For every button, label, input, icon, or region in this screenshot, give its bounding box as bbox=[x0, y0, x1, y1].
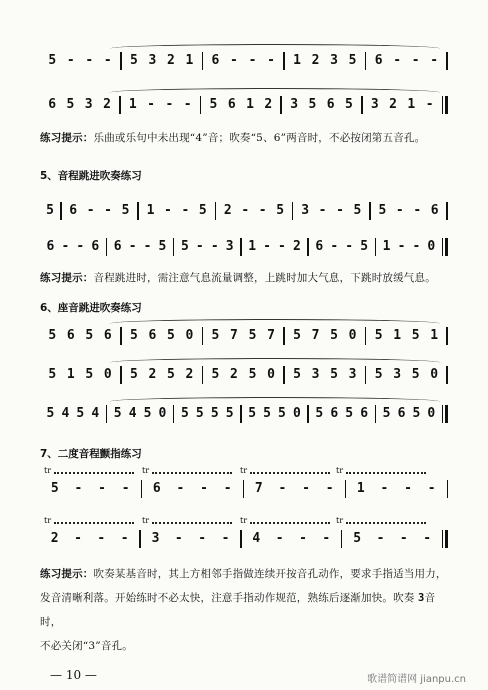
dash: - bbox=[195, 239, 204, 254]
note: 5 bbox=[129, 367, 138, 382]
measure bbox=[107, 405, 173, 423]
dash: - bbox=[278, 481, 287, 496]
measure bbox=[40, 96, 119, 114]
note: 4 bbox=[252, 531, 261, 546]
dash: - bbox=[397, 239, 406, 254]
trill-mark: tr bbox=[336, 516, 344, 525]
tip-text-line2b: 音时， bbox=[40, 592, 436, 628]
note: 5 bbox=[198, 203, 207, 218]
trill-wave bbox=[54, 522, 134, 527]
note: 1 bbox=[407, 97, 416, 112]
note: 2 bbox=[311, 53, 320, 68]
tip-text: 音程跳进时，需注意气息流量调整，上跳时加大气息，下跳时放缓气息。 bbox=[93, 272, 436, 284]
measure bbox=[285, 327, 365, 345]
measure bbox=[363, 96, 442, 114]
note: 6 bbox=[330, 406, 339, 421]
dash: - bbox=[267, 53, 275, 68]
slur bbox=[110, 397, 440, 406]
measure bbox=[376, 405, 442, 423]
practice-tip-1 bbox=[40, 128, 450, 148]
note: 5 bbox=[76, 406, 85, 421]
tip-text-line1: 吹奏某基音时，其上方相邻手指做连续开按音孔动作，要求手指适当用力， bbox=[93, 568, 447, 580]
note: 1 bbox=[248, 239, 257, 254]
page-number: — 10 — bbox=[50, 668, 97, 682]
slur bbox=[110, 319, 440, 328]
dash: - bbox=[181, 203, 190, 218]
trill-wave bbox=[152, 472, 232, 477]
dash: - bbox=[330, 239, 339, 254]
measure bbox=[174, 405, 240, 423]
dash: - bbox=[66, 53, 75, 68]
note: 1 bbox=[393, 328, 402, 343]
measure bbox=[242, 530, 341, 548]
note: 5 bbox=[330, 367, 338, 382]
note: 4 bbox=[61, 406, 70, 421]
dash: - bbox=[183, 97, 192, 112]
note: 5 bbox=[48, 367, 57, 382]
note: 6 bbox=[315, 239, 324, 254]
dash: - bbox=[278, 239, 286, 254]
trill-mark: tr bbox=[240, 466, 248, 475]
note: 2 bbox=[103, 97, 111, 112]
note: 5 bbox=[48, 328, 57, 343]
dash: - bbox=[430, 53, 439, 68]
dash: - bbox=[345, 239, 354, 254]
trill-mark: tr bbox=[142, 516, 150, 525]
note: 5 bbox=[315, 406, 324, 421]
note: 5 bbox=[209, 97, 218, 112]
note: 6 bbox=[66, 328, 75, 343]
note: 6 bbox=[69, 203, 78, 218]
note: 3 bbox=[393, 367, 402, 382]
dash: - bbox=[104, 203, 112, 218]
note: 0 bbox=[430, 367, 439, 382]
note: 5 bbox=[129, 328, 138, 343]
note: 4 bbox=[128, 406, 137, 421]
end-bar bbox=[442, 238, 448, 256]
note: 5 bbox=[66, 97, 75, 112]
notation-line bbox=[40, 366, 448, 384]
note: 5 bbox=[248, 328, 257, 343]
measure bbox=[242, 238, 308, 256]
dash: - bbox=[85, 53, 94, 68]
dash: - bbox=[423, 531, 432, 546]
note: 1 bbox=[246, 97, 254, 112]
measure bbox=[366, 366, 446, 384]
section-heading-5: 5、音程跳进吹奏练习 bbox=[40, 170, 142, 182]
dash: - bbox=[121, 481, 130, 496]
dash: - bbox=[393, 53, 402, 68]
note: 0 bbox=[158, 406, 167, 421]
note: 5 bbox=[180, 239, 189, 254]
notation-line bbox=[40, 52, 448, 70]
dash: - bbox=[143, 239, 152, 254]
note: 5 bbox=[166, 328, 175, 343]
dash: - bbox=[322, 531, 331, 546]
note: 0 bbox=[103, 367, 112, 382]
section-heading-6: 6、座音跳进吹奏练习 bbox=[40, 302, 142, 314]
tip-label: 练习提示： bbox=[40, 132, 94, 144]
note: 6 bbox=[152, 481, 161, 496]
measure bbox=[40, 366, 120, 384]
note: 5 bbox=[348, 53, 357, 68]
measure bbox=[216, 202, 292, 220]
dash: - bbox=[200, 481, 208, 496]
bar-line bbox=[446, 327, 448, 345]
note: 3 bbox=[225, 239, 234, 254]
dash: - bbox=[412, 239, 421, 254]
note: 5 bbox=[378, 203, 387, 218]
note: 5 bbox=[278, 406, 286, 421]
note: 2 bbox=[264, 97, 273, 112]
note: 5 bbox=[121, 203, 130, 218]
note: 5 bbox=[195, 406, 204, 421]
measure bbox=[122, 327, 202, 345]
note: 6 bbox=[374, 53, 383, 68]
measure bbox=[40, 405, 106, 423]
note: 5 bbox=[308, 97, 317, 112]
note: 3 bbox=[290, 97, 299, 112]
notation-line bbox=[40, 327, 448, 345]
note: 2 bbox=[166, 53, 175, 68]
note: 1 bbox=[382, 239, 391, 254]
trill-mark: tr bbox=[44, 466, 52, 475]
note: 0 bbox=[292, 406, 301, 421]
measure bbox=[285, 52, 365, 70]
dash: - bbox=[147, 97, 155, 112]
note: 6 bbox=[148, 328, 157, 343]
practice-tip-3 bbox=[40, 562, 450, 658]
note: 5 bbox=[412, 406, 421, 421]
dash: - bbox=[411, 53, 420, 68]
note: 5 bbox=[248, 406, 257, 421]
note: 5 bbox=[85, 328, 94, 343]
measure bbox=[346, 480, 447, 498]
note: 5 bbox=[46, 406, 55, 421]
measure bbox=[40, 52, 120, 70]
note: 5 bbox=[50, 481, 59, 496]
measure bbox=[139, 202, 215, 220]
bar-line bbox=[446, 202, 448, 220]
note: 5 bbox=[85, 367, 94, 382]
measure bbox=[376, 238, 442, 256]
tip-label: 练习提示： bbox=[40, 568, 94, 580]
note: 5 bbox=[248, 367, 257, 382]
dash: - bbox=[376, 531, 385, 546]
dash: - bbox=[165, 97, 174, 112]
bar-line bbox=[446, 52, 448, 70]
measure bbox=[203, 327, 283, 345]
note: 2 bbox=[185, 367, 194, 382]
measure bbox=[244, 480, 345, 498]
note: 2 bbox=[223, 203, 232, 218]
dash: - bbox=[413, 203, 422, 218]
dash: - bbox=[325, 481, 334, 496]
dash: - bbox=[74, 531, 82, 546]
bar-line bbox=[447, 480, 449, 498]
measure bbox=[174, 238, 240, 256]
dash: - bbox=[380, 481, 389, 496]
watermark: 歌谱简谱网 jianpu.cn bbox=[367, 674, 466, 685]
note: 4 bbox=[91, 406, 100, 421]
measure bbox=[107, 238, 173, 256]
measure bbox=[203, 366, 283, 384]
dash: - bbox=[263, 239, 271, 254]
dash: - bbox=[98, 481, 106, 496]
measure bbox=[309, 238, 375, 256]
dash: - bbox=[103, 53, 112, 68]
note: 0 bbox=[427, 406, 436, 421]
note: 7 bbox=[311, 328, 320, 343]
dash: - bbox=[275, 531, 284, 546]
note: 5 bbox=[276, 203, 285, 218]
note: 3 bbox=[348, 367, 357, 382]
note: 2 bbox=[230, 367, 238, 382]
note: 5 bbox=[330, 328, 338, 343]
note: 5 bbox=[158, 239, 167, 254]
measure bbox=[62, 202, 138, 220]
dash: - bbox=[223, 481, 232, 496]
note: 6 bbox=[211, 53, 220, 68]
note: 6 bbox=[430, 203, 439, 218]
notation-line bbox=[40, 405, 448, 423]
note: 5 bbox=[210, 406, 219, 421]
note: 1 bbox=[128, 97, 137, 112]
section-heading-7: 7、二度音程颤指练习 bbox=[40, 448, 142, 460]
dash: - bbox=[97, 531, 106, 546]
dash: - bbox=[74, 481, 83, 496]
trill-wave bbox=[54, 472, 134, 477]
note: 3 bbox=[311, 367, 320, 382]
note: 1 bbox=[66, 367, 75, 382]
measure bbox=[366, 52, 446, 70]
dash: - bbox=[399, 531, 408, 546]
tip-text-line3: 不必关闭“3”音孔。 bbox=[40, 640, 133, 652]
dash: - bbox=[120, 531, 129, 546]
note: 5 bbox=[211, 328, 220, 343]
dash: - bbox=[61, 239, 70, 254]
note: 6 bbox=[227, 97, 236, 112]
note: 5 bbox=[374, 328, 383, 343]
notation-line bbox=[40, 530, 448, 548]
note: 3 bbox=[301, 203, 310, 218]
dash: - bbox=[241, 203, 250, 218]
dash: - bbox=[425, 97, 434, 112]
note: 5 bbox=[293, 367, 301, 382]
tip-label: 练习提示： bbox=[40, 272, 94, 284]
note: 5 bbox=[46, 203, 54, 218]
notation-line bbox=[40, 480, 448, 498]
measure bbox=[40, 480, 141, 498]
note: 6 bbox=[46, 239, 55, 254]
trill-mark: tr bbox=[240, 516, 248, 525]
note: 6 bbox=[397, 406, 406, 421]
note: 1 bbox=[430, 328, 439, 343]
slur bbox=[110, 88, 440, 97]
note: 3 bbox=[330, 53, 338, 68]
dash: - bbox=[299, 531, 307, 546]
note: 5 bbox=[345, 97, 353, 112]
note: 6 bbox=[48, 97, 57, 112]
note: 5 bbox=[353, 203, 362, 218]
measure bbox=[122, 52, 202, 70]
trill-mark: tr bbox=[44, 516, 52, 525]
measure bbox=[293, 202, 369, 220]
note: 5 bbox=[211, 367, 220, 382]
measure bbox=[285, 366, 365, 384]
note: 5 bbox=[225, 406, 234, 421]
dash: - bbox=[128, 239, 137, 254]
notation-line bbox=[40, 202, 448, 220]
measure bbox=[201, 96, 280, 114]
measure bbox=[40, 530, 139, 548]
note: 3 bbox=[84, 97, 93, 112]
note: 5 bbox=[180, 406, 189, 421]
note: 5 bbox=[382, 406, 391, 421]
measure bbox=[242, 405, 308, 423]
trill-wave bbox=[250, 472, 330, 477]
dash: - bbox=[176, 481, 185, 496]
note: 6 bbox=[326, 97, 335, 112]
note: 0 bbox=[427, 239, 436, 254]
measure bbox=[282, 96, 361, 114]
note: 5 bbox=[263, 406, 271, 421]
note: 1 bbox=[146, 203, 155, 218]
bar-line bbox=[446, 366, 448, 384]
measure bbox=[122, 366, 202, 384]
note: 7 bbox=[267, 328, 275, 343]
measure bbox=[40, 238, 106, 256]
note: 3 bbox=[370, 97, 379, 112]
trill-wave bbox=[346, 472, 426, 477]
measure bbox=[40, 327, 120, 345]
note: 5 bbox=[345, 406, 354, 421]
note: 5 bbox=[113, 406, 122, 421]
dash: - bbox=[221, 531, 230, 546]
note: 5 bbox=[48, 53, 57, 68]
note: 0 bbox=[185, 328, 194, 343]
measure bbox=[40, 202, 60, 220]
notation-line bbox=[40, 96, 448, 114]
dash: - bbox=[210, 239, 219, 254]
note: 2 bbox=[389, 97, 397, 112]
trill-mark: tr bbox=[142, 466, 150, 475]
measure bbox=[342, 530, 441, 548]
end-bar bbox=[442, 96, 448, 114]
slur bbox=[110, 44, 440, 53]
note: 5 bbox=[293, 328, 301, 343]
slur bbox=[110, 358, 440, 367]
dash: - bbox=[302, 481, 310, 496]
trill-wave bbox=[152, 522, 232, 527]
dash: - bbox=[258, 203, 267, 218]
measure bbox=[371, 202, 447, 220]
note: 5 bbox=[374, 367, 383, 382]
note: 1 bbox=[185, 53, 194, 68]
dash: - bbox=[198, 531, 207, 546]
trill-wave bbox=[250, 522, 330, 527]
dash: - bbox=[336, 203, 344, 218]
dash: - bbox=[318, 203, 327, 218]
note: 5 bbox=[129, 53, 138, 68]
note: 6 bbox=[360, 406, 369, 421]
dash: - bbox=[248, 53, 257, 68]
dash: - bbox=[174, 531, 183, 546]
note: 0 bbox=[267, 367, 275, 382]
end-bar bbox=[442, 405, 448, 423]
note: 5 bbox=[360, 239, 369, 254]
end-bar bbox=[442, 530, 448, 548]
dash: - bbox=[230, 53, 238, 68]
trill-wave bbox=[346, 522, 426, 527]
note: 5 bbox=[353, 531, 362, 546]
tip-note: 3 bbox=[418, 592, 425, 604]
note: 6 bbox=[91, 239, 100, 254]
measure bbox=[366, 327, 446, 345]
measure bbox=[203, 52, 283, 70]
note: 0 bbox=[348, 328, 357, 343]
dash: - bbox=[404, 481, 412, 496]
note: 3 bbox=[148, 53, 157, 68]
notation-line bbox=[40, 238, 448, 256]
note: 1 bbox=[356, 481, 365, 496]
note: 1 bbox=[293, 53, 301, 68]
note: 3 bbox=[151, 531, 160, 546]
note: 7 bbox=[254, 481, 263, 496]
note: 6 bbox=[113, 239, 122, 254]
note: 5 bbox=[411, 328, 420, 343]
dash: - bbox=[86, 203, 95, 218]
tip-text: 乐曲或乐句中未出现“4”音；吹奏“5、6”两音时，不必按闭第五音孔。 bbox=[93, 132, 426, 144]
practice-tip-2 bbox=[40, 268, 450, 288]
trill-mark: tr bbox=[336, 466, 344, 475]
note: 2 bbox=[292, 239, 301, 254]
tip-text-line2: 发音清晰利落。开始练时不必太快，注意手指动作规范，熟练后逐渐加快。吹奏 bbox=[40, 592, 415, 604]
note: 5 bbox=[166, 367, 175, 382]
note: 5 bbox=[411, 367, 420, 382]
dash: - bbox=[164, 203, 172, 218]
dash: - bbox=[427, 481, 436, 496]
dash: - bbox=[395, 203, 404, 218]
measure bbox=[121, 96, 200, 114]
note: 5 bbox=[143, 406, 152, 421]
dash: - bbox=[76, 239, 85, 254]
note: 6 bbox=[103, 328, 112, 343]
measure bbox=[309, 405, 375, 423]
measure bbox=[141, 530, 240, 548]
measure bbox=[142, 480, 243, 498]
note: 7 bbox=[230, 328, 238, 343]
note: 2 bbox=[50, 531, 59, 546]
note: 2 bbox=[148, 367, 157, 382]
